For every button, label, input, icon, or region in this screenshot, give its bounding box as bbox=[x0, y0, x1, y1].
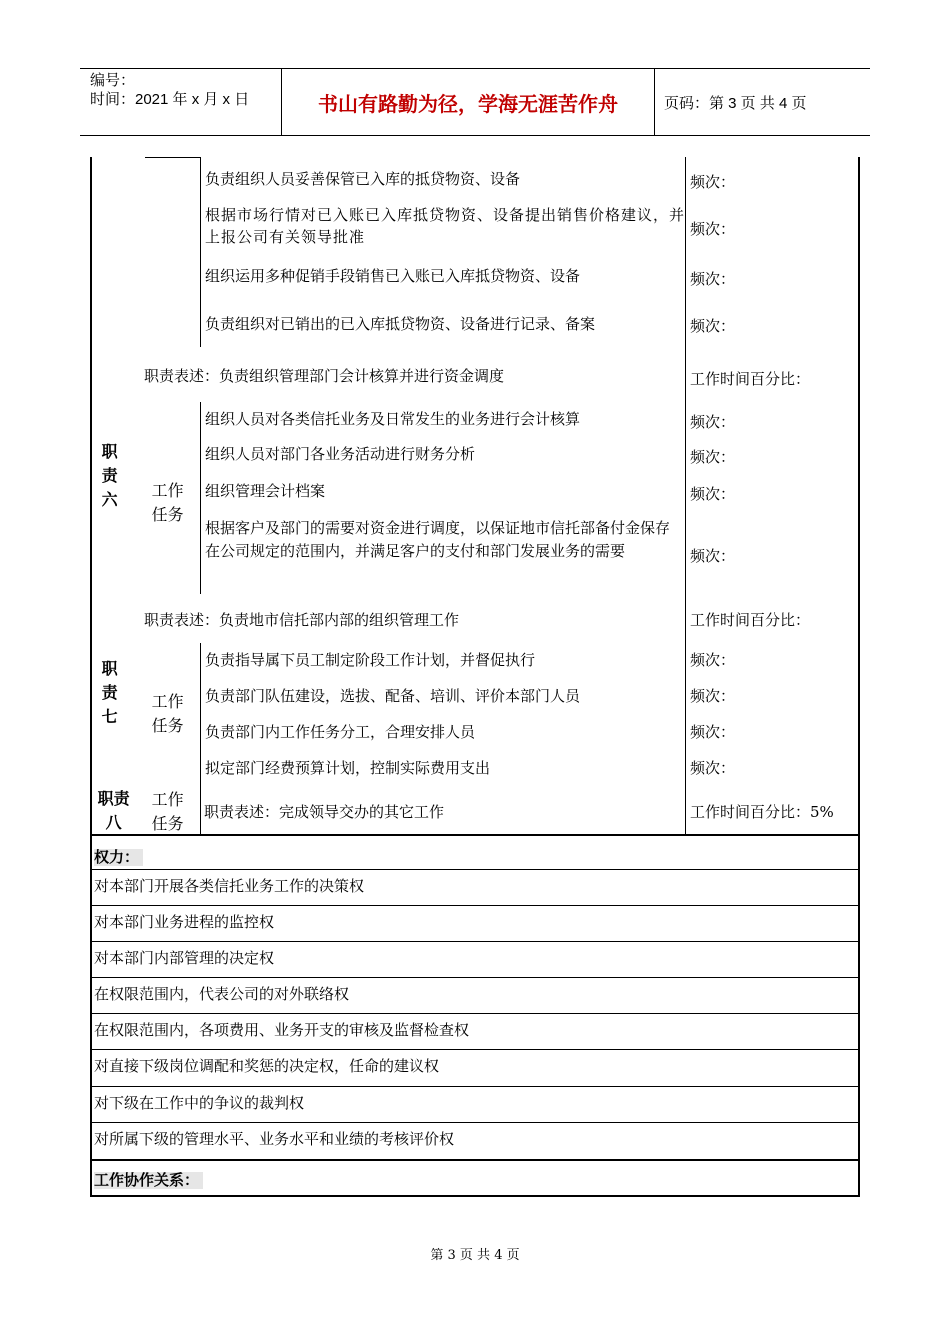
duty7-task-4: 拟定部门经费预算计划，控制实际费用支出 bbox=[205, 759, 491, 777]
powers-right-border bbox=[858, 834, 860, 1196]
duty5-task-3: 组织运用多种促销手段销售已入账已入库抵贷物资、设备 bbox=[205, 267, 581, 285]
duty6-task-3: 组织管理会计档案 bbox=[205, 482, 326, 500]
cooperation-title-text: 工作协作关系： bbox=[94, 1172, 203, 1189]
duty6-task-2-frequency: 频次： bbox=[690, 448, 736, 466]
duty8-label: 职责八 bbox=[97, 791, 130, 832]
power-item-6: 对直接下级岗位调配和奖惩的决定权，任命的建议权 bbox=[94, 1057, 440, 1075]
duty7-description: 职责表述：负责地市信托部内部的组织管理工作 bbox=[144, 611, 460, 629]
page-footer bbox=[0, 1247, 950, 1265]
table-left-border bbox=[90, 157, 92, 835]
footer-page-number: 第 3 页 共 4 页 bbox=[430, 1248, 520, 1263]
power-item-7: 对下级在工作中的争议的裁判权 bbox=[94, 1094, 305, 1112]
powers-row-rule bbox=[90, 905, 860, 906]
table-right-border bbox=[858, 157, 860, 835]
duty6-time-percentage: 工作时间百分比： bbox=[690, 370, 811, 388]
duty8-work-tasks-label: 工作任务 bbox=[151, 790, 184, 833]
powers-row-rule bbox=[90, 1122, 860, 1123]
duty7-task-1: 负责指导属下员工制定阶段工作计划，并督促执行 bbox=[205, 651, 536, 669]
power-item-2: 对本部门业务进程的监控权 bbox=[94, 913, 275, 931]
duty6-task-4-frequency: 频次： bbox=[690, 547, 736, 565]
duty6-work-tasks-label: 工作任务 bbox=[151, 481, 184, 524]
header-motto: 书山有路勤为径，学海无涯苦作舟 bbox=[318, 94, 618, 116]
duty6-task-1: 组织人员对各类信托业务及日常发生的业务进行会计核算 bbox=[205, 410, 581, 428]
duty5-task-4: 负责组织对已销出的已入库抵贷物资、设备进行记录、备案 bbox=[205, 315, 596, 333]
frequency-column-border bbox=[685, 157, 686, 835]
duty5-task-4-frequency: 频次： bbox=[690, 317, 736, 335]
duty6-task-3-frequency: 频次： bbox=[690, 485, 736, 503]
duty5-task-3-frequency: 频次： bbox=[690, 270, 736, 288]
cooperation-bottom-border bbox=[90, 1195, 860, 1197]
duty7-task-2-frequency: 频次： bbox=[690, 687, 736, 705]
document-number-label: 编号： bbox=[90, 72, 136, 89]
power-item-4: 在权限范围内，代表公司的对外联络权 bbox=[94, 985, 350, 1003]
header-bottom-rule bbox=[80, 135, 870, 136]
header-divider-right bbox=[654, 68, 655, 135]
powers-left-border bbox=[90, 834, 92, 1196]
document-date-label: 时间：2021 年 x 月 x 日 bbox=[90, 91, 250, 108]
duty7-task-4-frequency: 频次： bbox=[690, 759, 736, 777]
duty7-work-tasks-label: 工作任务 bbox=[151, 692, 184, 735]
cooperation-top-border bbox=[90, 1159, 860, 1161]
duty5-task-2: 根据市场行情对已入账已入库抵贷物资、设备提出销售价格建议，并上报公司有关领导批准 bbox=[205, 206, 686, 246]
duty8-time-percentage: 工作时间百分比：5% bbox=[690, 803, 834, 821]
power-item-8: 对所属下级的管理水平、业务水平和业绩的考核评价权 bbox=[94, 1130, 455, 1148]
duty6-task-2: 组织人员对部门各业务活动进行财务分析 bbox=[205, 445, 476, 463]
powers-title-text: 权力： bbox=[94, 849, 143, 866]
duty7-task-2: 负责部门队伍建设，选拔、配备、培训、评价本部门人员 bbox=[205, 687, 581, 705]
duty8-task-border bbox=[200, 789, 201, 835]
duty6-task-1-frequency: 频次： bbox=[690, 413, 736, 431]
powers-row-rule bbox=[90, 977, 860, 978]
duty5-task-1-frequency: 频次： bbox=[690, 173, 736, 191]
power-item-5: 在权限范围内，各项费用、业务开支的审核及监督检查权 bbox=[94, 1021, 470, 1039]
duty6-label: 职责六 bbox=[101, 442, 118, 509]
duty7-task-3: 负责部门内工作任务分工，合理安排人员 bbox=[205, 723, 476, 741]
power-item-1: 对本部门开展各类信托业务工作的决策权 bbox=[94, 877, 365, 895]
duty7-task-1-frequency: 频次： bbox=[690, 651, 736, 669]
powers-title bbox=[94, 848, 143, 868]
powers-row-rule bbox=[90, 869, 860, 870]
powers-row-rule bbox=[90, 941, 860, 942]
power-item-3: 对本部门内部管理的决定权 bbox=[94, 949, 275, 967]
duty6-task-border bbox=[200, 402, 201, 594]
duty7-task-3-frequency: 频次： bbox=[690, 723, 736, 741]
duty7-label: 职责七 bbox=[101, 659, 118, 726]
header-page-label: 页码：第 3 页 共 4 页 bbox=[664, 95, 807, 112]
duty6-task-4: 根据客户及部门的需要对资金进行调度，以保证地市信托部备付金保存在公司规定的范围内，并满足客户的支付和部门发展业务的需要 bbox=[205, 519, 671, 560]
powers-row-rule bbox=[90, 1086, 860, 1087]
powers-top-border bbox=[90, 834, 860, 836]
duty5-task-1: 负责组织人员妥善保管已入库的抵贷物资、设备 bbox=[205, 170, 521, 188]
header-top-rule bbox=[80, 68, 870, 69]
duty8-description: 职责表述：完成领导交办的其它工作 bbox=[204, 803, 445, 821]
duty5-corner-rule bbox=[145, 157, 201, 158]
duty5-task-2-frequency: 频次： bbox=[690, 220, 736, 238]
powers-row-rule bbox=[90, 1013, 860, 1014]
duty5-task-border bbox=[200, 157, 201, 347]
duty7-task-border bbox=[200, 643, 201, 789]
duty7-time-percentage: 工作时间百分比： bbox=[690, 611, 811, 629]
cooperation-title bbox=[94, 1171, 203, 1191]
powers-row-rule bbox=[90, 1049, 860, 1050]
duty6-description: 职责表述：负责组织管理部门会计核算并进行资金调度 bbox=[144, 367, 505, 385]
